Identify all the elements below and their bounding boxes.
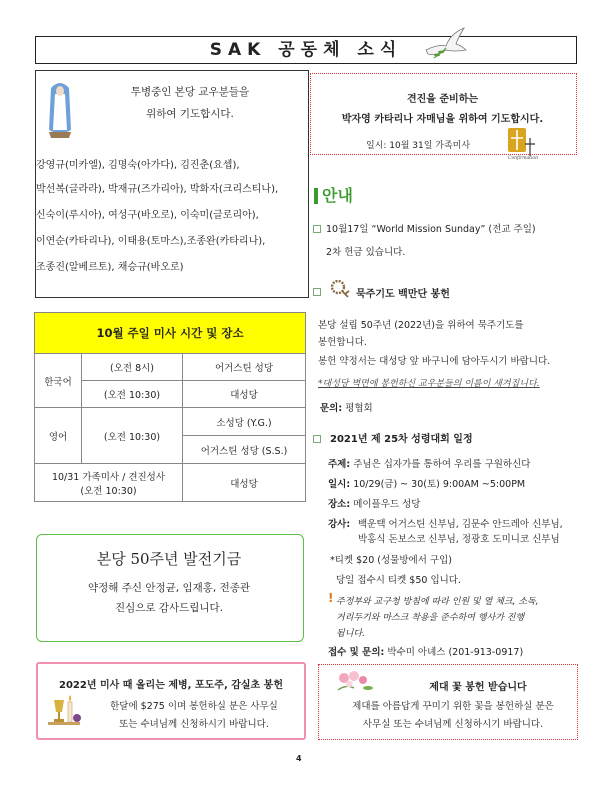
prayer-names-line: 강영규(미카엘), 김명숙(아가다), 김진춘(요셉), bbox=[36, 160, 240, 171]
confirmation-icon bbox=[506, 126, 546, 160]
notice-heading-bar bbox=[314, 188, 318, 204]
anniversary-line: 약정해 주신 안정균, 임재홍, 전종관 bbox=[87, 582, 251, 594]
congress-ticket-line: 당일 접수시 티켓 $50 입니다. bbox=[336, 575, 462, 586]
prayer-names-line: 이연순(카타리나), 이태용(토마스),조종완(카타리나), bbox=[36, 236, 266, 247]
rosary-contact bbox=[320, 400, 373, 414]
confirmation-body: 박자영 카타리나 자매님을 위하여 기도합시다. bbox=[341, 114, 544, 125]
congress-speaker-label bbox=[328, 516, 350, 530]
mass-schedule-header: 10월 주일 미사 시간 및 장소 bbox=[35, 313, 306, 354]
congress-title: 2021년 제 25차 성령대회 일정 bbox=[330, 434, 473, 445]
anniversary-line: 진심으로 감사드립니다. bbox=[114, 602, 224, 614]
prayer-heading: 투병중인 본당 교우분들을 bbox=[130, 86, 250, 98]
mass-schedule-table bbox=[34, 312, 306, 502]
congress-warning-line: 됩니다. bbox=[336, 629, 365, 639]
congress-warning-line: 거리두기와 마스크 착용을 준수하여 행사가 진행 bbox=[336, 613, 525, 623]
congress-theme-value: 주님은 십자가를 통하여 우리를 구원하신다 bbox=[353, 459, 531, 470]
congress-place-label: 장소: bbox=[328, 499, 351, 510]
english-place-1: 소성당 (Y.G.) bbox=[183, 408, 306, 436]
virgin-mary-icon bbox=[45, 80, 75, 138]
congress-warning-line: 주정부와 교구청 방침에 따라 인원 및 열 체크, 소독, bbox=[336, 597, 539, 607]
family-mass-place: 대성당 bbox=[183, 464, 306, 502]
confirmation-date: 일시: 10월 31일 가족미사 bbox=[366, 141, 471, 151]
page-number: 4 bbox=[296, 754, 302, 763]
korean-place-1: 어거스틴 성당 bbox=[183, 354, 306, 381]
korean-place-2: 대성당 bbox=[183, 381, 306, 408]
rosary-title: 묵주기도 백만단 봉헌 bbox=[356, 289, 450, 300]
flower-offering-line: 사무실 또는 수녀님께 신청하시기 바랍니다. bbox=[362, 719, 544, 730]
bullet-square-icon bbox=[313, 288, 321, 296]
bullet-square-icon bbox=[313, 435, 321, 443]
confirmation-title: 견진을 준비하는 bbox=[406, 94, 479, 105]
congress-speaker-line: 박홍식 돈보스코 신부님, 정광호 도미니코 신부님 bbox=[358, 534, 560, 545]
bullet-square-icon bbox=[313, 225, 321, 233]
congress-contact-value: 박수미 아녜스 (201-913-0917) bbox=[387, 647, 524, 658]
congress-date-value: 10/29(금) ~ 30(토) 9:00AM ~5:00PM bbox=[353, 479, 526, 490]
korean-time-2: (오전 10:30) bbox=[82, 381, 183, 408]
english-label: 영어 bbox=[35, 408, 82, 464]
rosary-note: *대성당 벽면에 봉헌하신 교우분들의 이름이 새겨집니다. bbox=[318, 379, 540, 389]
title-bar bbox=[35, 36, 577, 64]
prayer-heading-subline: 위하여 기도합시다. bbox=[146, 108, 234, 120]
rosary-contact-value: 평협회 bbox=[345, 403, 373, 414]
english-place-2: 어거스틴 성당 (S.S.) bbox=[183, 436, 306, 464]
offering-title: 2022년 미사 때 올리는 제병, 포도주, 감실초 봉헌 bbox=[58, 680, 284, 691]
warning-icon: ! bbox=[328, 591, 334, 605]
family-mass-label-line1: 10/31 가족미사 / 견진성사 bbox=[51, 471, 166, 483]
prayer-names-line: 신숙이(루시아), 여성구(바오로), 이숙미(글로리아), bbox=[36, 210, 259, 221]
chalice-icon bbox=[44, 692, 84, 732]
prayer-names-line: 박선복(글라라), 박재규(즈가리아), 박화자(크리스티나), bbox=[36, 184, 279, 195]
flower-offering-line: 제대를 아름답게 꾸미기 위한 꽃을 봉헌하실 분은 bbox=[352, 701, 554, 712]
korean-label: 한국어 bbox=[35, 354, 82, 408]
dove-icon bbox=[420, 24, 470, 60]
flower-offering-title: 제대 꽃 봉헌 받습니다 bbox=[429, 682, 527, 693]
family-mass-label-line2: (오전 10:30) bbox=[80, 485, 137, 497]
mission-collection-line: 2차 헌금 있습니다. bbox=[326, 247, 406, 258]
offering-line: 한달에 $275 이며 봉헌하실 분은 사무실 bbox=[110, 701, 278, 712]
congress-theme-label: 주제: bbox=[328, 459, 351, 470]
rosary-contact-label: 문의: bbox=[320, 403, 343, 414]
congress-place bbox=[328, 496, 420, 510]
congress-date bbox=[328, 476, 525, 490]
rosary-line: 봉헌합니다. bbox=[318, 337, 367, 348]
korean-time-1: (오전 8시) bbox=[82, 354, 183, 381]
congress-contact bbox=[328, 644, 523, 658]
congress-contact-label: 접수 및 문의: bbox=[328, 647, 385, 658]
english-time: (오전 10:30) bbox=[82, 408, 183, 464]
congress-date-label: 일시: bbox=[328, 479, 351, 490]
flower-icon bbox=[334, 668, 376, 696]
family-mass-label bbox=[35, 464, 183, 502]
prayer-names-line: 조종진(알베르토), 채승규(바오로) bbox=[36, 262, 184, 273]
rosary-icon bbox=[330, 280, 352, 300]
rosary-line: 봉헌 약정서는 대성당 앞 바구니에 담아두시기 바랍니다. bbox=[318, 356, 551, 367]
confirmation-caption: Confirmation bbox=[508, 156, 539, 160]
congress-theme bbox=[328, 456, 530, 470]
congress-ticket-line: *티켓 $20 (성물방에서 구입) bbox=[330, 555, 452, 566]
mission-sunday-line: 10월17일 “World Mission Sunday” (전교 주일) bbox=[326, 224, 536, 235]
offering-line: 또는 수녀님께 신청하시기 바랍니다. bbox=[119, 719, 269, 730]
congress-speaker-line: 백운택 어거스틴 신부님, 김문수 안드레아 신부님, bbox=[358, 519, 563, 530]
rosary-line: 본당 설립 50주년 (2022년)을 위하여 묵주기도를 bbox=[318, 320, 524, 331]
congress-speaker-label-text: 강사: bbox=[328, 519, 351, 530]
anniversary-title: 본당 50주년 발전기금 bbox=[96, 550, 242, 568]
notice-heading: 안내 bbox=[322, 186, 353, 205]
congress-place-value: 메이플우드 성당 bbox=[353, 499, 421, 510]
page-title: SAK 공동체 소식 bbox=[209, 40, 403, 60]
